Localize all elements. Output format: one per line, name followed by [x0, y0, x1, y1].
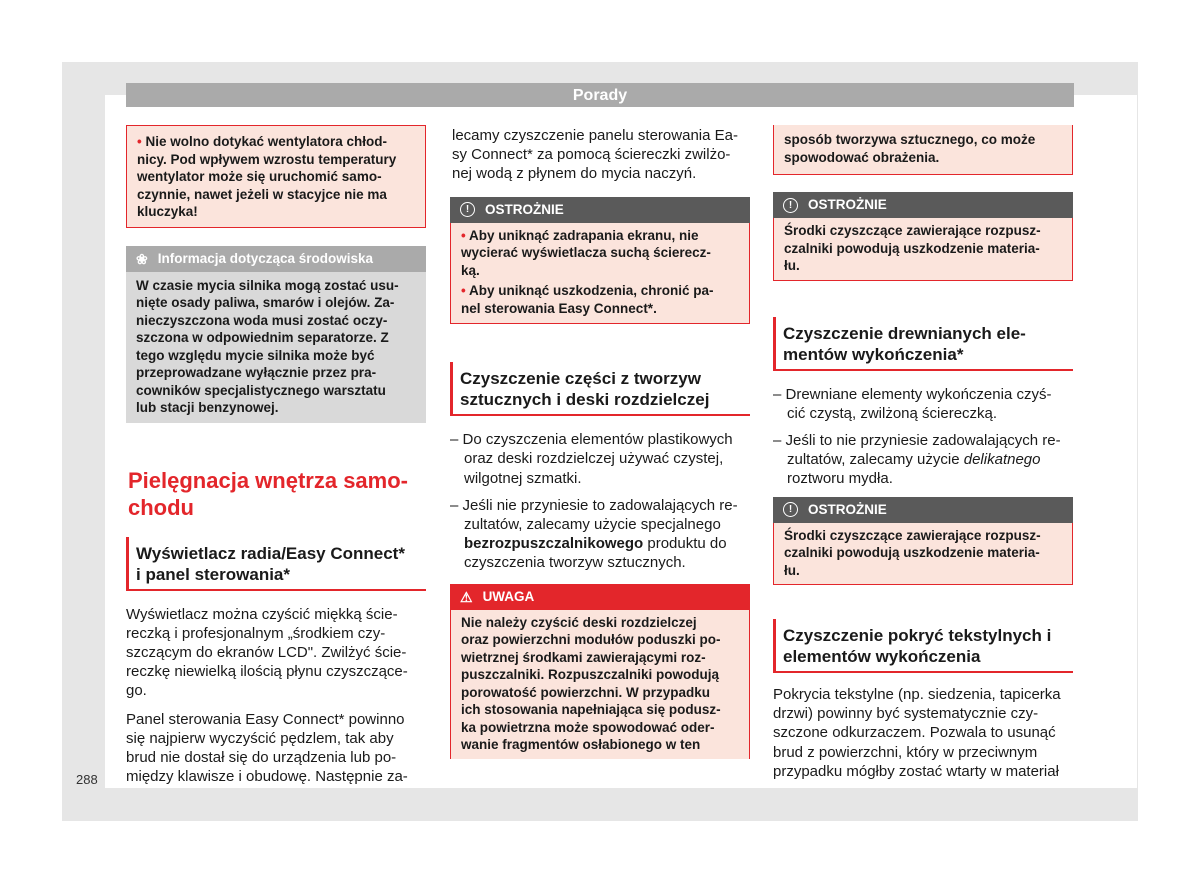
- line: Środki czyszczące zawierające rozpusz-: [784, 527, 1041, 543]
- line: szczona w odpowiednim separatorze. Z: [136, 330, 389, 345]
- page-number: 288: [76, 772, 98, 787]
- paragraph-panel: [126, 710, 426, 787]
- line: tego względu mycie silnika może być: [136, 347, 375, 363]
- caution-box-solvent-1: [773, 192, 1073, 281]
- paragraph-display: [126, 605, 426, 701]
- line: Wyświetlacz radia/Easy Connect*: [136, 543, 405, 563]
- caution-box-header: [773, 192, 1073, 218]
- line: sy Connect* za pomocą ściereczki zwilżo-: [452, 146, 731, 164]
- line: ką.: [461, 262, 480, 278]
- line: czyszczenia tworzyw sztucznych.: [464, 554, 686, 572]
- bold-term: bezrozpuszczalnikowego: [464, 535, 644, 553]
- line: się najpierw wyczyścić pędzlem, tak aby: [126, 729, 394, 747]
- line: zultatów, zalecamy użycie specjalnego: [464, 515, 721, 533]
- line: kluczyka!: [137, 204, 198, 219]
- line: Jeśli nie przyniesie to zadowalających re-: [462, 496, 738, 514]
- plastics-list: [450, 430, 750, 572]
- subheading-display: [126, 537, 426, 591]
- environment-box: [126, 246, 426, 423]
- warning-triangle-icon: ⚠: [460, 588, 473, 605]
- caution-box-body: [773, 218, 1073, 281]
- subheading-wood: [773, 317, 1073, 371]
- line: Wyświetlacz można czyścić miękką ście-: [126, 605, 398, 623]
- line: Środki czyszczące zawierające rozpusz-: [784, 223, 1041, 238]
- list-item: [773, 431, 1073, 489]
- line: lecamy czyszczenie panelu sterowania Ea-: [452, 127, 738, 144]
- dash: –: [450, 431, 463, 449]
- line: nicy. Pod wpływem wzrostu temperatury: [137, 151, 397, 167]
- wood-list: [773, 385, 1073, 489]
- line: mentów wykończenia*: [783, 344, 964, 364]
- subheading-textiles: [773, 619, 1073, 673]
- line: brud nie dostał się do urządzenia lub po-: [126, 748, 397, 766]
- line: lub stacji benzynowej.: [136, 400, 279, 415]
- exclamation-circle-icon: !: [460, 202, 475, 217]
- line: ka powietrzna może spowodować oder-: [461, 719, 715, 735]
- bullet: •: [137, 134, 142, 149]
- line: czalniki powodują uszkodzenie materia-: [784, 240, 1040, 256]
- line: roztworu mydła.: [787, 470, 893, 488]
- warning-label: UWAGA: [482, 588, 535, 604]
- column-3: [773, 125, 1073, 781]
- line: brud z powierzchni, który w przeciwnym: [773, 743, 1038, 761]
- list-item: [773, 385, 1073, 423]
- environment-box-title: Informacja dotycząca środowiska: [157, 250, 374, 266]
- caution-label: OSTROŻNIE: [485, 201, 564, 217]
- line: cowników specjalistycznego warsztatu: [136, 382, 386, 398]
- line: reczkę niewielką ilością płynu czyszczące-: [126, 663, 408, 681]
- line: puszczalniki. Rozpuszczalniki powodują: [461, 667, 720, 683]
- line: Panel sterowania Easy Connect* powinno: [126, 710, 405, 728]
- caution-box-screen: [450, 197, 750, 325]
- line: nieczyszczona woda musi zostać oczy-: [136, 312, 388, 328]
- line: łu.: [784, 258, 800, 273]
- italic-term: delikatnego: [963, 451, 1041, 469]
- caution-box-body: [773, 523, 1073, 586]
- line: przeprowadzane wyłącznie przez pra-: [136, 365, 377, 380]
- line: wilgotnej szmatki.: [464, 469, 582, 487]
- line: czynnie, nawet jeżeli w stacyjce nie ma: [137, 186, 387, 202]
- line: Pielęgnacja wnętrza samo-: [128, 467, 408, 493]
- line: chodu: [128, 494, 194, 520]
- paragraph-continued: [450, 126, 750, 184]
- line: Aby uniknąć uszkodzenia, chronić pa-: [468, 283, 714, 299]
- line: Aby uniknąć zadrapania ekranu, nie: [468, 227, 699, 243]
- warning-box-header: [450, 584, 750, 610]
- line: reczką i profesjonalnym „środkiem czy-: [126, 624, 386, 642]
- line: cić czystą, zwilżoną ściereczką.: [787, 404, 998, 422]
- line: ich stosowania napełniająca się podusz-: [461, 702, 721, 718]
- bullet: •: [461, 227, 466, 243]
- line: szczone odkurzaczem. Pozwala to usunąć: [773, 724, 1056, 742]
- section-title: [128, 467, 426, 521]
- line: porowatość powierzchni. W przypadku: [461, 684, 711, 700]
- caution-label: OSTROŻNIE: [808, 197, 887, 212]
- line: W czasie mycia silnika mogą zostać usu-: [136, 277, 399, 293]
- list-item: [450, 496, 750, 573]
- paragraph-textiles: [773, 685, 1073, 781]
- column-1: [126, 125, 426, 786]
- line: drzwi) powinny być systematycznie czy-: [773, 705, 1039, 723]
- environment-box-body: [126, 272, 426, 423]
- line: szczącym do ekranów LCD". Zwilżyć ście-: [126, 643, 407, 661]
- line: przypadku mógłby zostać wtarty w materiał: [773, 762, 1059, 780]
- list-item: [450, 430, 750, 488]
- warning-box-continued: [773, 125, 1073, 175]
- subheading-plastics: [450, 362, 750, 416]
- line: sztucznych i deski rozdzielczej: [460, 390, 710, 410]
- line: Pokrycia tekstylne (np. siedzenia, tapicerka: [773, 686, 1061, 704]
- column-2: [450, 126, 750, 759]
- line: czalniki powodują uszkodzenie materia-: [784, 545, 1040, 561]
- line: nel sterowania Easy Connect*.: [461, 300, 657, 316]
- line: produktu do: [643, 535, 727, 553]
- line: go.: [126, 682, 147, 700]
- line: wanie fragmentów osłabionego w ten: [461, 737, 701, 753]
- environment-box-header: [126, 246, 426, 272]
- warning-box-fan: [126, 125, 426, 228]
- line: Nie wolno dotykać wentylatora chłod-: [145, 134, 388, 149]
- exclamation-circle-icon: !: [783, 502, 798, 517]
- line: wycierać wyświetlacza suchą ścierecz-: [461, 245, 711, 261]
- dash: –: [450, 496, 463, 514]
- line: Nie należy czyścić deski rozdzielczej: [461, 614, 697, 630]
- line: sposób tworzywa sztucznego, co może: [784, 132, 1036, 147]
- caution-box-body: [450, 223, 750, 325]
- dash: –: [773, 385, 786, 403]
- caution-box-solvent-2: [773, 497, 1073, 586]
- line: Drewniane elementy wykończenia czyś-: [785, 385, 1052, 403]
- line: Do czyszczenia elementów plastikowych: [462, 431, 733, 449]
- line: nięte osady paliwa, smarów i olejów. Za-: [136, 295, 395, 310]
- line: oraz powierzchni modułów poduszki po-: [461, 632, 721, 648]
- line: Czyszczenie drewnianych ele-: [783, 323, 1026, 343]
- line: elementów wykończenia: [783, 647, 981, 667]
- flower-icon: ❀: [136, 250, 148, 267]
- line: oraz deski rozdzielczej używać czystej,: [464, 450, 724, 468]
- warning-box-body: [450, 610, 750, 759]
- line: Jeśli to nie przyniesie zadowalających re-: [785, 431, 1061, 449]
- exclamation-circle-icon: !: [783, 198, 798, 213]
- line: Czyszczenie pokryć tekstylnych i: [783, 626, 1052, 646]
- caution-box-header: [773, 497, 1073, 523]
- dash: –: [773, 431, 786, 449]
- line: między klawisze i obudowę. Następnie za-: [126, 768, 408, 786]
- line: wietrznej środkami zawierającymi roz-: [461, 649, 706, 665]
- line: łu.: [784, 562, 800, 578]
- line: nej wodą z płynem do mycia naczyń.: [452, 165, 697, 183]
- bullet: •: [461, 283, 466, 299]
- caution-label: OSTROŻNIE: [808, 501, 887, 517]
- line: zultatów, zalecamy użycie: [787, 451, 964, 469]
- line: Czyszczenie części z tworzyw: [460, 369, 701, 389]
- page-header: Porady: [126, 83, 1074, 107]
- line: i panel sterowania*: [136, 564, 290, 584]
- caution-box-header: [450, 197, 750, 223]
- line: wentylator może się uruchomić samo-: [137, 169, 382, 184]
- warning-box-airbag: [450, 584, 750, 759]
- line: spowodować obrażenia.: [784, 149, 940, 165]
